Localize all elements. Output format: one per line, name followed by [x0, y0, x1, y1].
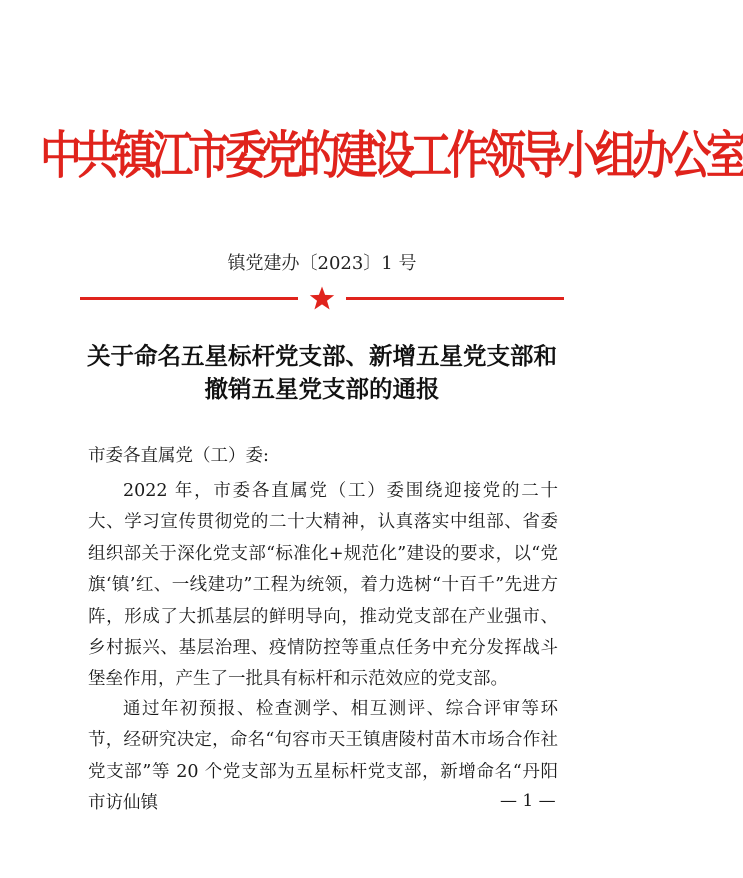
addressee: 市委各直属党（工）委: [88, 446, 269, 466]
title-line-1: 关于命名五星标杆党支部、新增五星党支部和 [87, 342, 557, 370]
document-title [60, 340, 584, 406]
body-paragraph-2: 通过年初预报、检查测学、相互测评、综合评审等环节，经研究决定，命名“句容市天王镇唐陵村苗木市场合作社党支部”等 20 个党支部为五星标杆党支部，新增命名“丹阳市访仙镇 [88, 699, 558, 814]
red-rule-left [80, 297, 298, 300]
body-paragraph-1: 2022 年，市委各直属党（工）委围绕迎接党的二十大、学习宣传贯彻党的二十大精神，认真落实中组部、省委组织部关于深化党支部“标准化+规范化”建设的要求，以“党旗‘镇’红、一线建功”工程为统领，着力选树“十百千”先进方阵，形成了大抓基层的鲜明导向，推动党支部在产业强市、乡村振兴、基层治理、疫情防控等重点任务中充分发挥战斗堡垒作用，产生了一批具有标杆和示范效应的党支部。 [88, 481, 558, 690]
title-line-2: 撤销五星党支部的通报 [204, 375, 440, 403]
star-icon [309, 286, 335, 310]
document-number: 镇党建办〔2023〕1 号 [227, 253, 417, 274]
issuing-organ-masthead: 中共镇江市委党的建设工作领导小组办公室 [40, 125, 743, 186]
page-number: — 1 — [500, 791, 556, 811]
red-rule-right [346, 297, 564, 300]
